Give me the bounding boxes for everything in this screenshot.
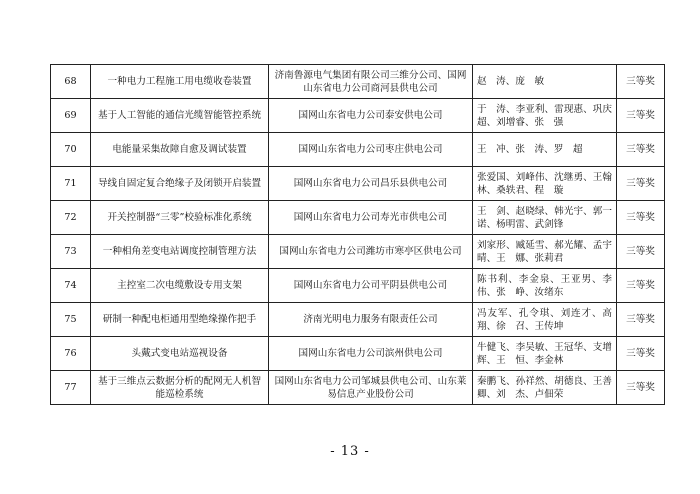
award-grade-cell: 三等奖 — [617, 303, 665, 337]
contributors-cell: 王 冲、张 涛、罗 超 — [473, 133, 617, 167]
table-row — [51, 235, 665, 269]
project-name-cell: 一种相角差变电站调度控制管理方法 — [91, 235, 269, 269]
row-number-cell: 77 — [51, 371, 91, 405]
table-row — [51, 371, 665, 405]
project-name-cell: 一种电力工程施工用电缆收卷装置 — [91, 65, 269, 99]
award-grade-cell: 三等奖 — [617, 201, 665, 235]
award-grade-cell: 三等奖 — [617, 269, 665, 303]
row-number-cell: 76 — [51, 337, 91, 371]
project-name-cell: 研制一种配电柜通用型绝缘操作把手 — [91, 303, 269, 337]
contributors-cell: 牛健飞、李吴敏、王冠华、支增辉、王 恒、李金林 — [473, 337, 617, 371]
contributors-cell: 赵 涛、庞 敏 — [473, 65, 617, 99]
contributors-cell: 陈书利、李金泉、王亚男、李 伟、张 峥、汝绪东 — [473, 269, 617, 303]
row-number-cell: 72 — [51, 201, 91, 235]
organization-cell: 国网山东省电力公司滨州供电公司 — [269, 337, 473, 371]
contributors-cell: 于 涛、李亚利、雷现惠、巩庆超、刘增睿、张 强 — [473, 99, 617, 133]
table-row — [51, 303, 665, 337]
awards-table-body — [51, 65, 665, 405]
contributors-cell: 刘家形、臧延雪、郝光耀、孟宇晴、王 娜、张莉君 — [473, 235, 617, 269]
organization-cell: 国网山东省电力公司泰安供电公司 — [269, 99, 473, 133]
row-number-cell: 75 — [51, 303, 91, 337]
organization-cell: 国网山东省电力公司邹城县供电公司、山东莱易信息产业股份公司 — [269, 371, 473, 405]
award-grade-cell: 三等奖 — [617, 65, 665, 99]
table-row — [51, 269, 665, 303]
table-row — [51, 65, 665, 99]
row-number-cell: 69 — [51, 99, 91, 133]
awards-table — [50, 64, 665, 405]
award-grade-cell: 三等奖 — [617, 337, 665, 371]
award-grade-cell: 三等奖 — [617, 235, 665, 269]
table-row — [51, 167, 665, 201]
row-number-cell: 73 — [51, 235, 91, 269]
page-number: - 13 - — [330, 444, 370, 459]
project-name-cell: 导线自固定复合绝缘子及闭锁开启装置 — [91, 167, 269, 201]
row-number-cell: 70 — [51, 133, 91, 167]
project-name-cell: 电能量采集故障自愈及调试装置 — [91, 133, 269, 167]
project-name-cell: 基于三维点云数据分析的配网无人机智能巡检系统 — [91, 371, 269, 405]
contributors-cell: 张爱国、刘峰伟、沈继勇、王翰林、桑轶君、程 璇 — [473, 167, 617, 201]
project-name-cell: 主控室二次电缆敷设专用支架 — [91, 269, 269, 303]
table-row — [51, 337, 665, 371]
table-row — [51, 99, 665, 133]
row-number-cell: 68 — [51, 65, 91, 99]
organization-cell: 济南鲁源电气集团有限公司三维分公司、国网山东省电力公司商河县供电公司 — [269, 65, 473, 99]
project-name-cell: 开关控制器“三零”校验标准化系统 — [91, 201, 269, 235]
award-grade-cell: 三等奖 — [617, 167, 665, 201]
organization-cell: 国网山东省电力公司潍坊市寒亭区供电公司 — [269, 235, 473, 269]
contributors-cell: 秦鹏飞、孙祥然、胡德良、王善卿、刘 杰、卢佃荣 — [473, 371, 617, 405]
contributors-cell: 冯友军、孔令琪、刘连才、高 翔、徐 召、王传坤 — [473, 303, 617, 337]
award-grade-cell: 三等奖 — [617, 371, 665, 405]
table-row — [51, 201, 665, 235]
award-grade-cell: 三等奖 — [617, 133, 665, 167]
organization-cell: 国网山东省电力公司昌乐县供电公司 — [269, 167, 473, 201]
table-row — [51, 133, 665, 167]
project-name-cell: 头戴式变电站巡视设备 — [91, 337, 269, 371]
row-number-cell: 74 — [51, 269, 91, 303]
award-grade-cell: 三等奖 — [617, 99, 665, 133]
project-name-cell: 基于人工智能的通信光缆智能管控系统 — [91, 99, 269, 133]
contributors-cell: 王 剑、赵晓绿、韩光宇、郭一诺、杨明雷、武剑锋 — [473, 201, 617, 235]
row-number-cell: 71 — [51, 167, 91, 201]
organization-cell: 国网山东省电力公司枣庄供电公司 — [269, 133, 473, 167]
organization-cell: 国网山东省电力公司寿光市供电公司 — [269, 201, 473, 235]
organization-cell: 济南光明电力服务有限责任公司 — [269, 303, 473, 337]
organization-cell: 国网山东省电力公司平阴县供电公司 — [269, 269, 473, 303]
